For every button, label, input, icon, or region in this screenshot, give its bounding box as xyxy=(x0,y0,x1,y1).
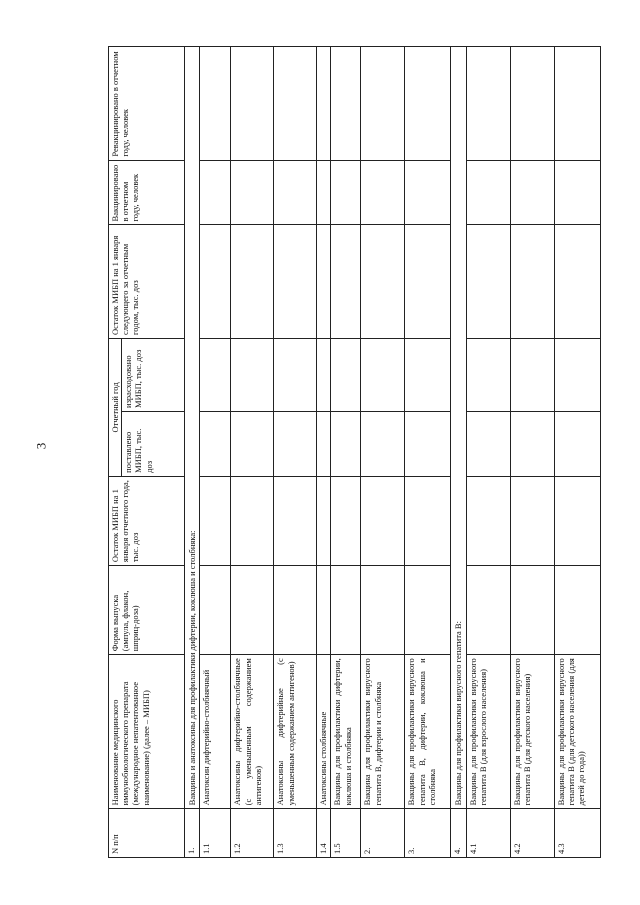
data-cell xyxy=(231,566,274,655)
data-cell xyxy=(466,225,510,339)
data-cell xyxy=(361,339,405,412)
item-name: Анатоксины столбнячные xyxy=(317,655,331,809)
data-cell xyxy=(200,476,231,565)
data-cell xyxy=(510,225,554,339)
data-cell xyxy=(554,411,600,476)
data-cell xyxy=(331,476,361,565)
row-number: 1.5 xyxy=(331,809,361,858)
header-used: израсходовано МИБП, тыс. доз xyxy=(122,339,185,412)
header-vaccinated: Вакцинировано в отчетном году, человек xyxy=(109,160,185,225)
data-cell xyxy=(405,47,451,161)
data-cell xyxy=(405,566,451,655)
item-name: Анатоксины дифтерийно-столбнячные (с уменьшенным содержанием антигенов) xyxy=(231,655,274,809)
header-balance-end: Остаток МИБП на 1 января следующего за отчетным годом, тыс. доз xyxy=(109,225,185,339)
row-number: 4.1 xyxy=(466,809,510,858)
data-cell xyxy=(510,339,554,412)
table-row xyxy=(274,47,317,858)
table-row xyxy=(200,47,231,858)
data-cell xyxy=(405,160,451,225)
row-number: 4.3 xyxy=(554,809,600,858)
data-cell xyxy=(361,566,405,655)
table-row xyxy=(510,47,554,858)
data-cell xyxy=(554,225,600,339)
data-cell xyxy=(274,476,317,565)
data-cell xyxy=(274,339,317,412)
row-number: 1.1 xyxy=(200,809,231,858)
table-row xyxy=(405,47,451,858)
data-cell xyxy=(331,411,361,476)
data-cell xyxy=(554,47,600,161)
table-row xyxy=(361,47,405,858)
rotated-table-area xyxy=(108,46,586,858)
section-title: Вакцины для профилактики вирусного гепатита В: xyxy=(451,47,466,809)
data-cell xyxy=(200,225,231,339)
data-cell xyxy=(274,160,317,225)
header-reporting-year: Отчетный год xyxy=(109,339,122,477)
table-row xyxy=(331,47,361,858)
data-cell xyxy=(554,339,600,412)
item-name: Вакцины для профилактики дифтерии, коклюша и столбняка xyxy=(331,655,361,809)
data-cell xyxy=(331,160,361,225)
header-revaccinated: Ревакцинировано в отчетном году, человек xyxy=(109,47,185,161)
item-name: Вакцины для профилактики вирусного гепатита В (для детского населения (для детей до года)) xyxy=(554,655,600,809)
item-name: Анатоксины дифтерийные (с уменьшенным содержанием антигенов) xyxy=(274,655,317,809)
data-cell xyxy=(200,411,231,476)
data-cell xyxy=(466,411,510,476)
data-cell xyxy=(510,411,554,476)
mibp-table xyxy=(108,46,601,858)
data-cell xyxy=(231,225,274,339)
data-cell xyxy=(317,47,331,161)
page-number: 3 xyxy=(33,442,49,450)
data-cell xyxy=(331,339,361,412)
data-cell xyxy=(405,339,451,412)
header-name: Наименование медицинского иммунобиологического препарата (международное непатентованное наименование) (далее – МИБП) xyxy=(109,655,185,809)
data-cell xyxy=(361,47,405,161)
item-name: Вакцины для профилактики вирусного гепатита В (для взрослого населения) xyxy=(466,655,510,809)
row-number: 2. xyxy=(361,809,405,858)
data-cell xyxy=(231,47,274,161)
data-cell xyxy=(405,225,451,339)
data-cell xyxy=(554,160,600,225)
data-cell xyxy=(200,160,231,225)
data-cell xyxy=(554,476,600,565)
table-row xyxy=(466,47,510,858)
data-cell xyxy=(331,225,361,339)
data-cell xyxy=(510,160,554,225)
data-cell xyxy=(200,47,231,161)
header-form: Форма выпуска (ампула, флакон, шприц-доза) xyxy=(109,566,185,655)
data-cell xyxy=(405,411,451,476)
section-title: Вакцины и анатоксины для профилактики дифтерии, коклюша и столбняка: xyxy=(185,47,200,809)
data-cell xyxy=(466,160,510,225)
data-cell xyxy=(274,47,317,161)
data-cell xyxy=(317,339,331,412)
table-row xyxy=(317,47,331,858)
row-number: 1.2 xyxy=(231,809,274,858)
header-balance-start: Остаток МИБП на 1 января отчетного года, тыс. доз xyxy=(109,476,185,565)
data-cell xyxy=(317,411,331,476)
data-cell xyxy=(510,566,554,655)
item-name: Вакцины для профилактики вирусного гепатита В, дифтерии, коклюша и столбняка xyxy=(405,655,451,809)
data-cell xyxy=(510,47,554,161)
data-cell xyxy=(361,160,405,225)
data-cell xyxy=(405,476,451,565)
data-cell xyxy=(466,566,510,655)
data-cell xyxy=(317,225,331,339)
data-cell xyxy=(317,476,331,565)
row-number: 1.3 xyxy=(274,809,317,858)
data-cell xyxy=(231,476,274,565)
row-number: 4. xyxy=(451,809,466,858)
table-row xyxy=(231,47,274,858)
data-cell xyxy=(231,160,274,225)
table-row xyxy=(554,47,600,858)
data-cell xyxy=(274,411,317,476)
data-cell xyxy=(317,566,331,655)
data-cell xyxy=(317,160,331,225)
data-cell xyxy=(554,566,600,655)
row-number: 1. xyxy=(185,809,200,858)
data-cell xyxy=(361,411,405,476)
row-number: 4.2 xyxy=(510,809,554,858)
data-cell xyxy=(274,225,317,339)
data-cell xyxy=(510,476,554,565)
section-row xyxy=(451,47,466,858)
data-cell xyxy=(361,225,405,339)
header-num: N п/п xyxy=(109,809,185,858)
data-cell xyxy=(231,411,274,476)
data-cell xyxy=(361,476,405,565)
data-cell xyxy=(466,339,510,412)
item-name: Анатоксин дифтерийно-столбнячный xyxy=(200,655,231,809)
header-supplied: поставлено МИБП, тыс. доз xyxy=(122,411,185,476)
data-cell xyxy=(200,566,231,655)
row-number: 3. xyxy=(405,809,451,858)
row-number: 1.4 xyxy=(317,809,331,858)
data-cell xyxy=(466,47,510,161)
data-cell xyxy=(274,566,317,655)
table-body xyxy=(185,47,600,858)
section-row xyxy=(185,47,200,858)
data-cell xyxy=(466,476,510,565)
item-name: Вакцины для профилактики вирусного гепатита В (для детского населения) xyxy=(510,655,554,809)
item-name: Вакцина для профилактики вирусного гепатита В, дифтерии и столбняка xyxy=(361,655,405,809)
data-cell xyxy=(331,566,361,655)
data-cell xyxy=(231,339,274,412)
data-cell xyxy=(200,339,231,412)
data-cell xyxy=(331,47,361,161)
